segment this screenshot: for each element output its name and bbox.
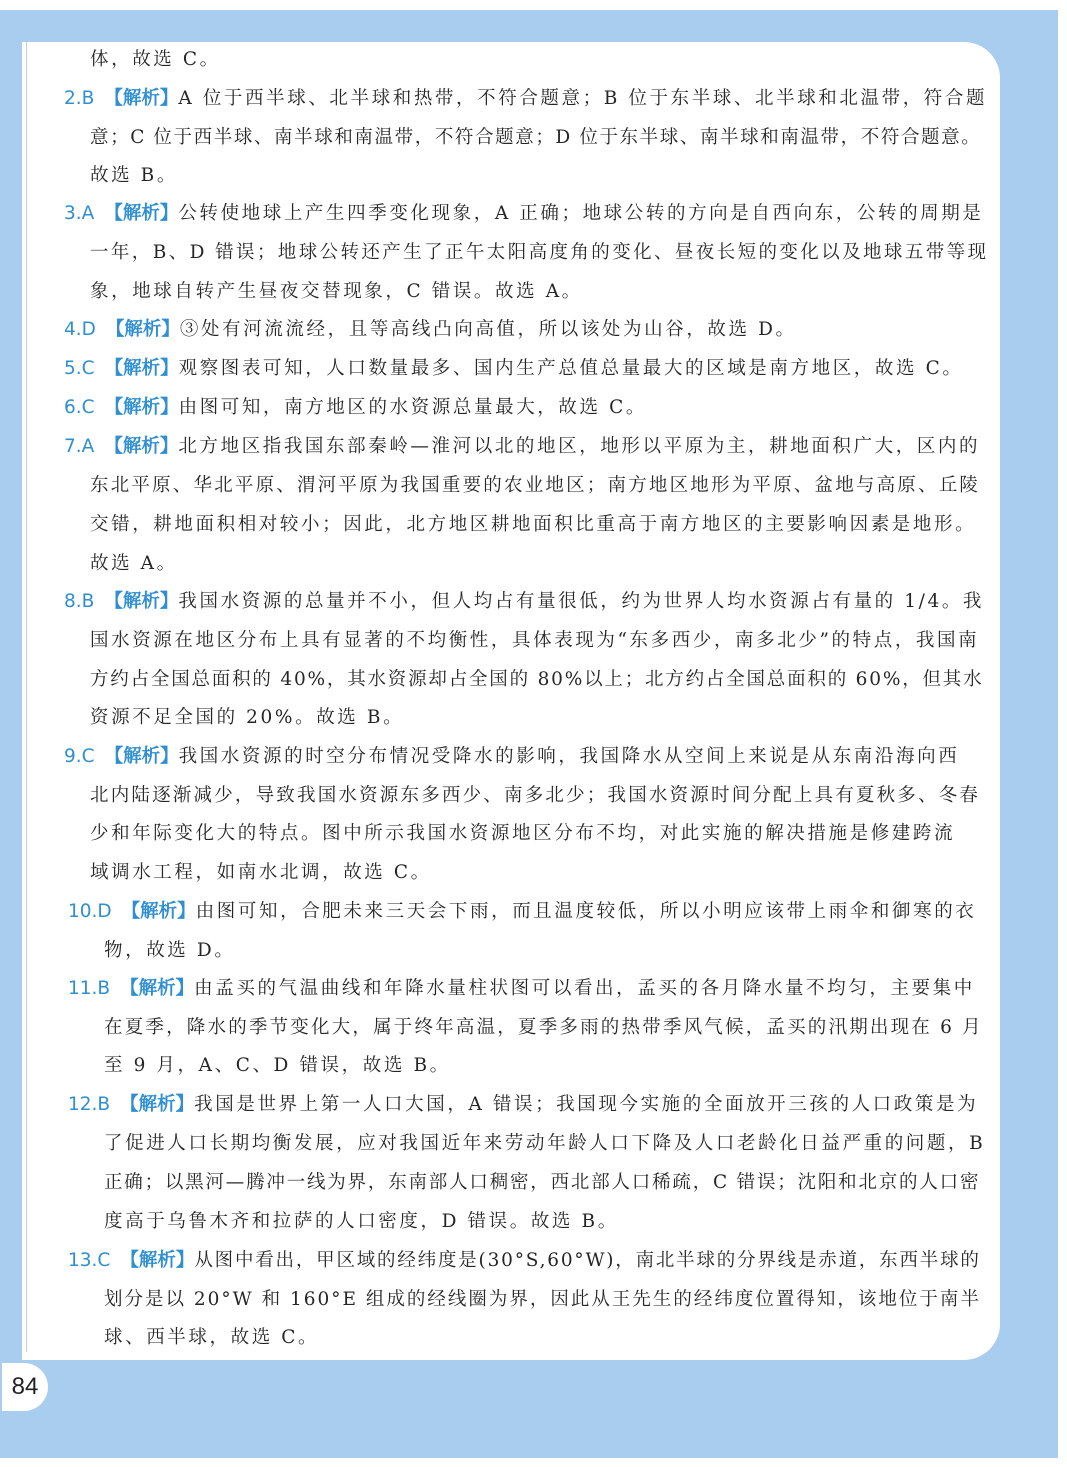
answer-line [64,318,797,342]
answer-line [68,900,976,924]
answer-line [64,396,647,420]
answer-choice: C [81,746,95,767]
answer-line [90,552,178,576]
answer-line [90,784,980,808]
question-number: 12. [68,1094,98,1115]
answer-line [64,202,983,226]
analysis-text: 资源不足全国的 20%。故选 B。 [90,707,405,728]
analysis-text: 北内陆逐渐减少，导致我国水资源东多西少、南多北少；我国水资源时间分配上具有夏秋多、冬春 [90,785,981,806]
analysis-text: 由孟买的气温曲线和年降水量柱状图可以看出，孟买的各月降水量不均匀，主要集中 [194,978,975,999]
analysis-tag: 【解析】 [104,203,179,224]
answer-line [90,668,983,692]
analysis-tag: 【解析】 [120,1250,195,1271]
analysis-text: 意；C 位于西半球、南半球和南温带，不符合题意；D 位于东半球、南半球和南温带，不符合题意。 [90,127,982,148]
analysis-tag: 【解析】 [104,88,179,109]
answer-line [104,1054,451,1078]
answer-line [90,706,404,730]
analysis-text: 由图可知，南方地区的水资源总量最大，故选 C。 [178,397,647,418]
analysis-text: 一年，B、D 错误；地球公转还产生了正午太阳高度角的变化、昼夜长短的变化以及地球五带等现 [90,242,989,263]
answer-line [90,861,432,885]
question-number: 2. [64,88,82,109]
answer-line [64,745,959,769]
analysis-tag: 【解析】 [104,746,179,767]
analysis-tag: 【解析】 [120,1094,195,1115]
answer-choice: B [97,978,111,999]
analysis-text: 北方地区指我国东部秦岭—淮河以北的地区，地形以平原为主，耕地面积广大，区内的 [178,436,981,457]
answer-line [64,590,984,614]
answer-line [104,1132,985,1156]
analysis-text: 我国水资源的时空分布情况受降水的影响，我国降水从空间上来说是从东南沿海向西 [178,746,960,767]
analysis-tag: 【解析】 [105,319,180,340]
answer-line [64,87,987,111]
answer-choice: B [97,1094,111,1115]
question-number: 13. [68,1250,98,1271]
answer-line [104,939,235,963]
analysis-text: 在夏季，降水的季节变化大，属于终年高温，夏季多雨的热带季风气候，孟买的汛期出现在 6 月 [104,1017,983,1038]
answer-line [64,357,963,381]
analysis-text: 交错，耕地面积相对较小；因此，北方地区耕地面积比重高于南方地区的主要影响因素是地形。 [90,514,977,535]
question-number: 7. [64,436,82,457]
answer-line [90,280,583,304]
analysis-text: 物，故选 D。 [104,940,236,961]
question-number: 6. [64,397,82,418]
analysis-text: 故选 B。 [90,165,178,186]
analysis-text: 域调水工程，如南水北调，故选 C。 [90,862,432,883]
answer-choice: C [97,1250,111,1271]
analysis-text: 故选 A。 [90,553,178,574]
answer-line [68,1249,981,1273]
answer-choice: C [81,397,95,418]
answer-line [90,474,980,498]
analysis-text: 方约占全国总面积的 40%，其水资源却占全国的 80%以上；北方约占全国总面积的 60%，但其水 [90,669,984,690]
analysis-tag: 【解析】 [104,358,179,379]
analysis-tag: 【解析】 [104,436,179,457]
analysis-text: 至 9 月，A、C、D 错误，故选 B。 [104,1055,451,1076]
answer-line [104,1326,319,1350]
answer-choice: D [97,901,112,922]
analysis-tag: 【解析】 [104,397,179,418]
analysis-text: 体，故选 C。 [90,49,221,70]
answer-line [90,629,979,653]
answer-choice: B [81,88,95,109]
answer-line [104,1210,619,1234]
answer-choice: B [81,591,95,612]
analysis-text: 度高于乌鲁木齐和拉萨的人口密度，D 错误。故选 B。 [104,1211,619,1232]
answer-line [90,164,178,188]
analysis-text: 了促进人口长期均衡发展，应对我国近年来劳动年龄人口下降及人口老龄化日益严重的问题，B [104,1133,986,1154]
analysis-text: 我国水资源的总量并不小，但人均占有量很低，约为世界人均水资源占有量的 1/4。我 [178,591,985,612]
answer-line [90,513,976,537]
analysis-text: 国水资源在地区分布上具有显著的不均衡性，具体表现为“东多西少，南多北少”的特点，我国南 [90,630,980,651]
answer-line [64,435,980,459]
analysis-text: 象，地球自转产生昼夜交替现象，C 错误。故选 A。 [90,281,583,302]
answer-line [90,241,988,265]
analysis-text: 公转使地球上产生四季变化现象，A 正确；地球公转的方向是自西向东，公转的周期是 [178,203,984,224]
question-number: 5. [64,358,82,379]
analysis-text: 从图中看出，甲区域的经纬度是(30°S,60°W)，南北半球的分界线是赤道，东西半球的 [194,1250,981,1271]
question-number: 9. [64,746,82,767]
analysis-tag: 【解析】 [121,901,196,922]
analysis-text: 球、西半球，故选 C。 [104,1327,320,1348]
analysis-tag: 【解析】 [120,978,195,999]
margin-rule [26,42,27,1352]
answer-line [90,126,981,150]
analysis-text: 划分是以 20°W 和 160°E 组成的经线圈为界，因此从王先生的经纬度位置得知，该地位于南半 [104,1289,981,1310]
question-number: 10. [68,901,98,922]
answer-choice: A [81,203,95,224]
answer-line [104,1171,980,1195]
analysis-text: 由图可知，合肥未来三天会下雨，而且温度较低，所以小明应该带上雨伞和御寒的衣 [195,901,977,922]
question-number: 4. [64,319,82,340]
answer-choice: A [81,436,95,457]
page-number: 84 [11,1373,39,1400]
answer-line [90,48,221,72]
analysis-text: 东北平原、华北平原、渭河平原为我国重要的农业地区；南方地区地形为平原、盆地与高原、丘陵 [90,475,981,496]
answer-choice: C [81,358,95,379]
answer-line [68,977,975,1001]
analysis-text: A 位于西半球、北半球和热带，不符合题意；B 位于东半球、北半球和北温带，符合题 [178,88,988,109]
analysis-text: ③处有河流流经，且等高线凸向高值，所以该处为山谷，故选 D。 [179,319,797,340]
question-number: 8. [64,591,82,612]
answer-line [90,822,955,846]
analysis-tag: 【解析】 [104,591,179,612]
answer-line [104,1016,983,1040]
analysis-text: 我国是世界上第一人口大国，A 错误；我国现今实施的全面放开三孩的人口政策是为 [194,1094,979,1115]
page-number-badge [2,1363,48,1411]
analysis-text: 少和年际变化大的特点。图中所示我国水资源地区分布不均，对此实施的解决措施是修建跨流 [90,823,956,844]
answer-line [68,1093,978,1117]
question-number: 11. [68,978,98,999]
analysis-text: 观察图表可知，人口数量最多、国内生产总值总量最大的区域是南方地区，故选 C。 [178,358,964,379]
answer-line [104,1288,981,1312]
analysis-text: 正确；以黑河—腾冲一线为界，东南部人口稠密，西北部人口稀疏，C 错误；沈阳和北京的人口密 [104,1172,981,1193]
answer-choice: D [81,319,96,340]
content-panel [22,42,1000,1360]
question-number: 3. [64,203,82,224]
